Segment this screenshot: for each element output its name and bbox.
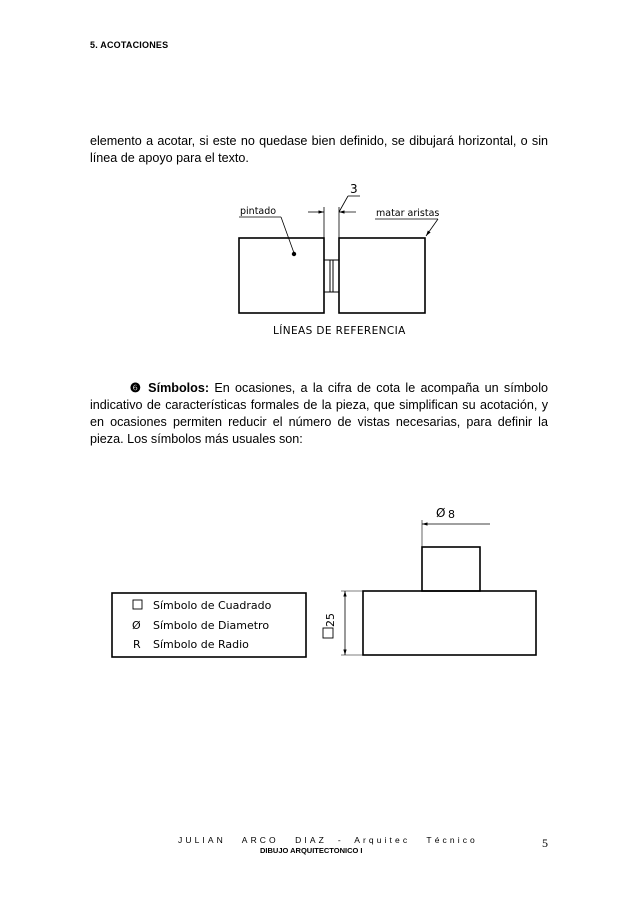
symbols-term: Símbolos: (148, 381, 210, 395)
bullet-icon: ❻ (128, 381, 143, 395)
paragraph-text: elemento a acotar, si este no quedase bien definido, se dibujará horizontal, o sin línea de apoyo para el texto. (90, 134, 548, 165)
square-value: 25 (324, 613, 337, 627)
piece-drawing (363, 547, 536, 655)
label-pintado: pintado (240, 206, 277, 217)
diameter-value: 8 (448, 508, 455, 521)
leader-matar-aristas (375, 219, 438, 236)
dimension-3-value: 3 (350, 182, 358, 196)
legend-diameter-symbol: Ø (132, 619, 141, 632)
leader-pintado (239, 217, 296, 256)
legend-radius-text: Símbolo de Radio (153, 638, 249, 651)
page-number: 5 (542, 836, 548, 850)
legend-diameter-text: Símbolo de Diametro (153, 619, 270, 632)
left-block (239, 238, 324, 313)
joint-detail (324, 260, 339, 292)
symbols-paragraph (90, 380, 548, 448)
right-block (339, 238, 425, 313)
figure1-caption: LÍNEAS DE REFERENCIA (273, 325, 406, 337)
footer-course: DIBUJO ARQUITECTONICO I (260, 846, 363, 855)
legend-square-text: Símbolo de Cuadrado (153, 599, 272, 612)
legend-radius-symbol: R (133, 638, 141, 651)
dimension-diameter (422, 520, 490, 547)
footer-author: JULIAN ARCO DIAZ - Arquitec Técnico (178, 835, 478, 845)
label-matar-aristas: matar aristas (376, 208, 440, 219)
square-symbol-icon (133, 600, 142, 609)
dimension-3 (308, 196, 360, 238)
symbols-text: En ocasiones, a la cifra de cota le acompaña un símbolo indicativo de características formales de la pieza, que simplifican su acotación, y en ocasiones permiten reducir el número de vistas necesarias, para definir la pieza. Los símbolos más usuales son: (90, 381, 548, 446)
diameter-symbol-icon: Ø (436, 506, 446, 520)
section-title: 5. ACOTACIONES (90, 40, 169, 50)
